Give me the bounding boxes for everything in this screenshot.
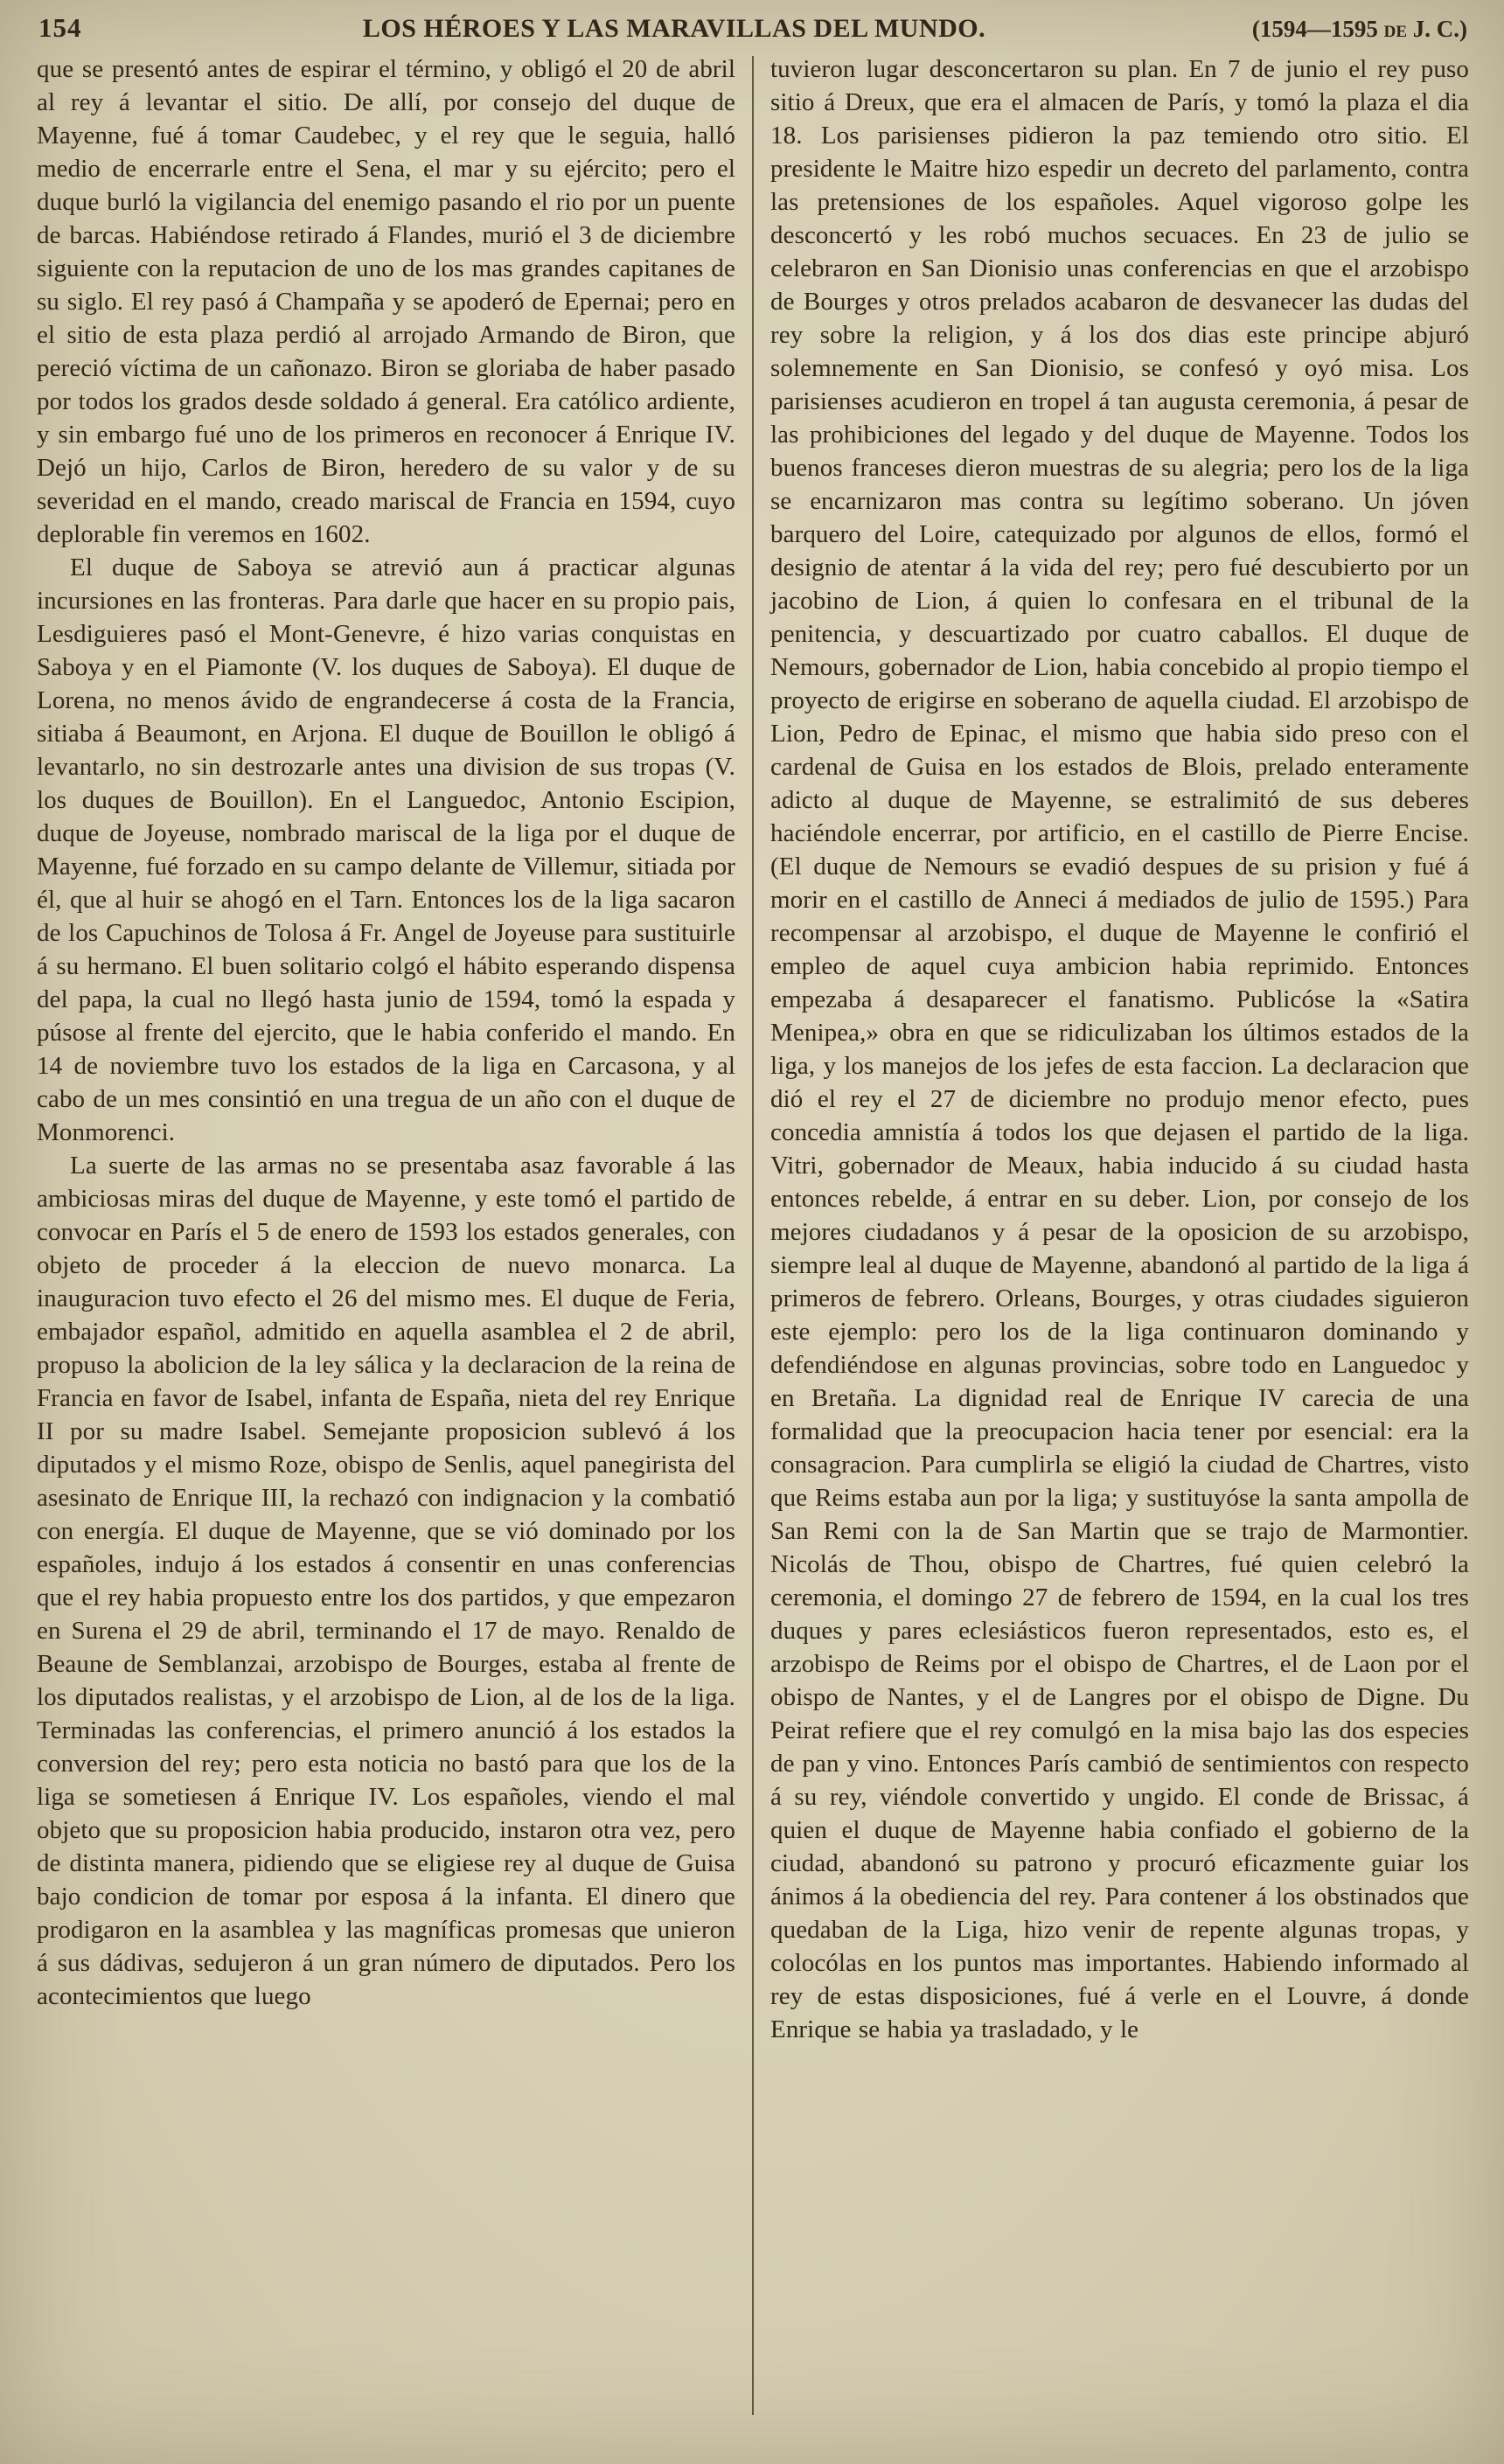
column-divider — [752, 56, 754, 2415]
page-title: LOS HÉROES Y LAS MARAVILLAS DEL MUNDO. — [362, 14, 986, 43]
paragraph: que se presentó antes de espirar el término, y obligó el 20 de abril al rey á levantar el sitio. De allí, por consejo del duque de Mayenne, fué á tomar Caudebec, y el rey que le seguia, halló medio de encerrarle entre el Sena, el mar y su ejército; pero el duque burló la vigilancia del enemigo pasando el rio por un puente de barcas. Habiéndose retirado á Flandes, murió el 3 de diciembre siguiente con la reputacion de uno de los mas grandes capitanes de su siglo. El rey pasó á Champaña y se apoderó de Epernai; pero en el sitio de esta plaza perdió al arrojado Armando de Biron, que pereció víctima de un cañonazo. Biron se gloriaba de haber pasado por todos los grados desde soldado á general. Era católico ardiente, y sin embargo fué uno de los primeros en reconocer á Enrique IV. Dejó un hijo, Carlos de Biron, heredero de su valor y de su severidad en el mando, creado mariscal de Francia en 1594, cuyo deplorable fin veremos en 1602. — [37, 55, 735, 548]
right-column — [770, 52, 1469, 2424]
page-number: 154 — [38, 12, 82, 43]
left-column — [37, 52, 735, 2424]
text-columns — [37, 52, 1469, 2424]
running-head — [38, 12, 1467, 44]
paragraph: tuvieron lugar desconcertaron su plan. En 7 de junio el rey puso sitio á Dreux, que era el almacen de París, y tomó la plaza el dia 18. Los parisienses pidieron la paz temiendo otro sitio. El presidente le Maitre hizo espedir un decreto del parlamento, contra las pretensiones de los españoles. Aquel vigoroso golpe les desconcertó y les robó muchos secuaces. En 23 de julio se celebraron en San Dionisio unas conferencias en que el arzobispo de Bourges y otros prelados acabaron de desvanecer las dudas del rey sobre la religion, y á los dos dias este principe abjuró solemnemente en San Dionisio, se confesó y oyó misa. Los parisienses acudieron en tropel á tan augusta ceremonia, á pesar de las prohibiciones del legado y del duque de Mayenne. Todos los buenos franceses dieron muestras de su alegria; pero los de la liga se encarnizaron mas contra su legítimo soberano. Un jóven barquero del Loire, catequizado por algunos de ellos, formó el designio de atentar á la vida del rey; pero fué descubierto por un jacobino de Lion, á quien lo confesara en el tribunal de la penitencia, y descuartizado por cuatro caballos. El duque de Nemours, gobernador de Lion, habia concebido al propio tiempo el proyecto de erigirse en soberano de aquella ciudad. El arzobispo de Lion, Pedro de Epinac, el mismo que habia sido preso con el cardenal de Guisa en los estados de Blois, prelado enteramente adicto al duque de Mayenne, se estralimitó de sus deberes haciéndole encerrar, por artificio, en el castillo de Pierre Encise. (El duque de Nemours se evadió despues de su prision y fué á morir en el castillo de Anneci á mediados de julio de 1595.) Para recompensar al arzobispo, el duque de Mayenne le confirió el empleo de aquel cuya ambicion habia reprimido. Entonces empezaba á desaparecer el fanatismo. Publicóse la «Satira Menipea,» obra en que se ridiculizaban los últimos estados de la liga, y los manejos de los jefes de esta faccion. La declaracion que dió el rey el 27 de diciembre no produjo menor efecto, pues concedia amnistía á todos los que dejasen el partido de la liga. Vitri, gobernador de Meaux, habia inducido á su ciudad hasta entonces rebelde, á entrar en su deber. Lion, por consejo de los mejores ciudadanos y á pesar de la oposicion de su arzobispo, siempre leal al duque de Mayenne, abandonó al partido de la liga á primeros de febrero. Orleans, Bourges, y otras ciudades siguieron este ejemplo: pero los de la liga continuaron dominando y defendiéndose en algunas provincias, sobre todo en Languedoc y en Bretaña. La dignidad real de Enrique IV carecia de una formalidad que la preocupacion hacia tener por esencial: era la consagracion. Para cumplirla se eligió la ciudad de Chartres, visto que Reims estaba aun por la liga; y sustituyóse la santa ampolla de San Remi con la de San Martin que se trajo de Marmontier. Nicolás de Thou, obispo de Chartres, fué quien celebró la ceremonia, el domingo 27 de febrero de 1594, en la cual los tres duques y pares eclesiásticos fueron representados, esto es, el arzobispo de Reims por el obispo de Chartres, el de Laon por el obispo de Nantes, y el de Langres por el obispo de Digne. Du Peirat refiere que el rey comulgó en la misa bajo las dos especies de pan y vino. Entonces París cambió de sentimientos con respecto á su rey, viéndole convertido y ungido. El conde de Brissac, á quien el duque de Mayenne habia confiado el gobierno de la ciudad, abandonó su patrono y procuró eficazmente guiar los ánimos á la obediencia del rey. Para contener á los obstinados que quedaban de la Liga, hizo venir de repente algunas tropas, y colocólas en los puntos mas importantes. Habiendo informado al rey de estas disposiciones, fué á verle en el Louvre, á donde Enrique se habia ya trasladado, y le — [770, 55, 1469, 2043]
paragraph: La suerte de las armas no se presentaba asaz favorable á las ambiciosas miras del duque de Mayenne, y este tomó el partido de convocar en París el 5 de enero de 1593 los estados generales, con objeto de proceder á la eleccion de nuevo monarca. La inauguracion tuvo efecto el 26 del mismo mes. El duque de Feria, embajador español, admitido en aquella asamblea el 2 de abril, propuso la abolicion de la ley sálica y la declaracion de la reina de Francia en favor de Isabel, infanta de España, nieta del rey Enrique II por su madre Isabel. Semejante proposicion sublevó á los diputados y el mismo Roze, obispo de Senlis, aquel panegirista del asesinato de Enrique III, la rechazó con indignacion y la combatió con energía. El duque de Mayenne, que se vió dominado por los españoles, indujo á los estados á consentir en unas conferencias que el rey habia propuesto entre los dos partidos, y que empezaron en Surena el 29 de abril, terminando el 17 de mayo. Renaldo de Beaune de Semblanzai, arzobispo de Bourges, estaba al frente de los diputados realistas, y el arzobispo de Lion, al de los de la liga. Terminadas las conferencias, el primero anunció á los estados la conversion del rey; pero esta noticia no bastó para que los de la liga se sometiesen á Enrique IV. Los españoles, viendo el mal objeto que su proposicion habia producido, instaron otra vez, pero de distinta manera, pidiendo que se eligiese rey al duque de Guisa bajo condicion de tomar por esposa á la infanta. El dinero que prodigaron en la asamblea y las magníficas promesas que unieron á sus dádivas, sedujeron á un gran número de diputados. Pero los acontecimientos que luego — [37, 1152, 735, 2010]
paragraph: El duque de Saboya se atrevió aun á practicar algunas incursiones en las fronteras. Para darle que hacer en su propio pais, Lesdiguieres pasó el Mont-Genevre, é hizo varias conquistas en Saboya y en el Piamonte (V. los duques de Saboya). El duque de Lorena, no menos ávido de engrandecerse á costa de la Francia, sitiaba á Beaumont, en Arjona. El duque de Bouillon le obligó á levantarlo, no sin destrozarle antes una division de sus tropas (V. los duques de Bouillon). En el Languedoc, Antonio Escipion, duque de Joyeuse, nombrado mariscal de la liga por el duque de Mayenne, fué forzado en su campo delante de Villemur, sitiada por él, que al huir se ahogó en el Tarn. Entonces los de la liga sacaron de los Capuchinos de Tolosa á Fr. Angel de Joyeuse para sustituirle á su hermano. El buen solitario colgó el hábito esperando dispensa del papa, la cual no llegó hasta junio de 1594, tomó la espada y púsose al frente del ejercito, que le habia conferido el mando. En 14 de noviembre tuvo los estados de la liga en Carcasona, y al cabo de un mes consintió en una tregua de un año con el duque de Monmorenci. — [37, 553, 735, 1146]
date-annotation: (1594—1595 de J. C.) — [1251, 16, 1467, 42]
